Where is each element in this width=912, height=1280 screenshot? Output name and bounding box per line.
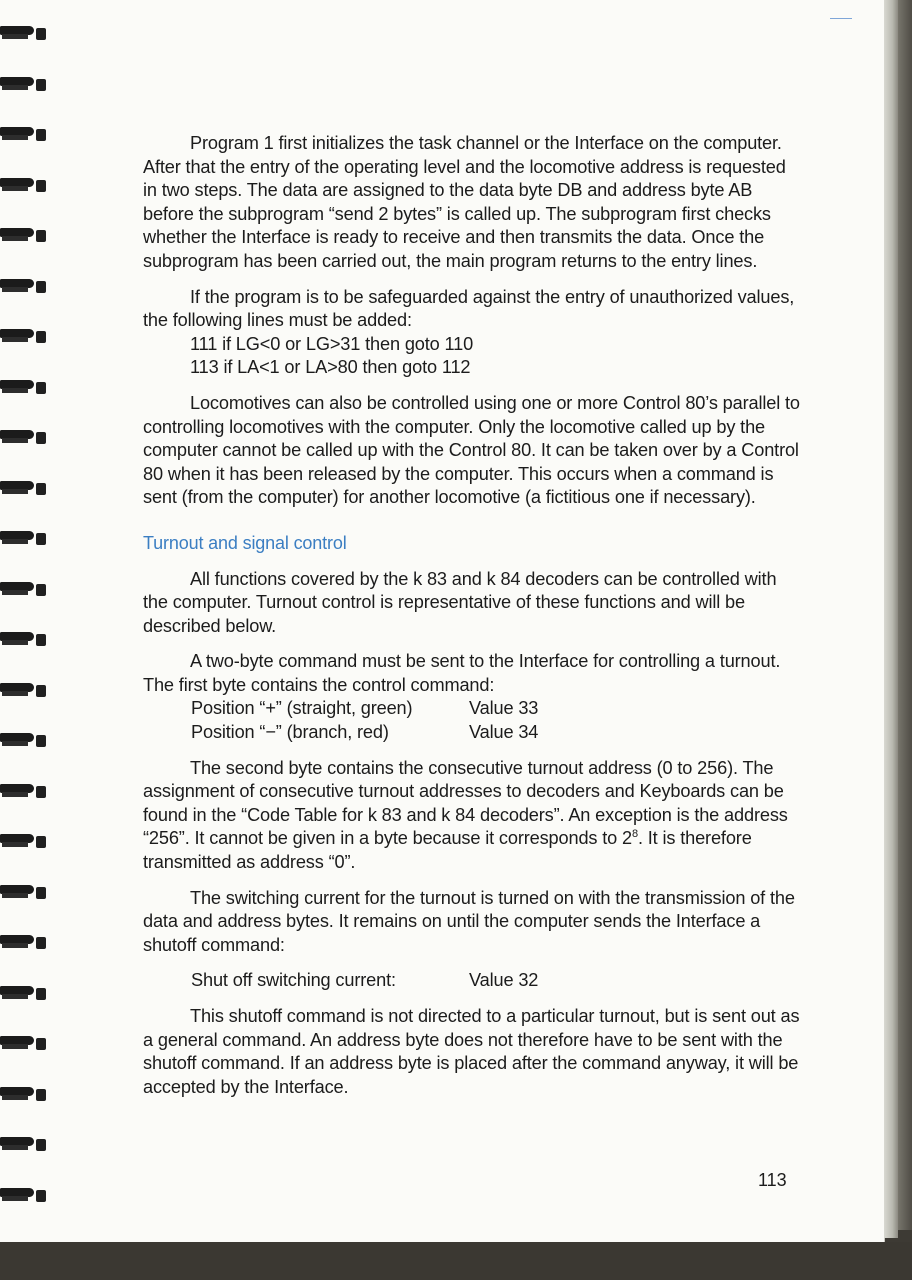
spiral-coil (0, 527, 46, 549)
spiral-coil (0, 376, 46, 398)
command-value: Value 34 (469, 722, 539, 743)
spiral-coil (0, 881, 46, 903)
spiral-coil (0, 275, 46, 297)
page-number: 113 (758, 1170, 787, 1190)
spiral-coil (0, 325, 46, 347)
spiral-binding (0, 22, 48, 1222)
spiral-coil (0, 578, 46, 600)
spiral-coil (0, 477, 46, 499)
command-value: Value 32 (469, 970, 539, 991)
paragraph-second-byte: The second byte contains the consecutive turnout address (0 to 256). The assignment of consecutive turnout addresses to decoders and Keyboards can be found in the “Code Table for k 83 and k 84 decoders”. An exception is the address “256”. It cannot be given in a byte because it corresponds to $2^8$. It is therefore transmitted as address “0”. (143, 757, 788, 873)
page-stack-shadow (898, 0, 912, 1230)
spiral-coil (0, 426, 46, 448)
page-stack-edge (884, 0, 898, 1238)
command-row (191, 697, 803, 721)
command-row (191, 721, 803, 745)
command-value: Value 33 (469, 698, 539, 719)
section-heading: Turnout and signal control (143, 532, 347, 553)
paragraph-functions: All functions covered by the k 83 and k 84 decoders can be controlled with the computer. Turnout control is representative of these functions and will be described below. (143, 568, 777, 636)
paragraph-control80: Locomotives can also be controlled using one or more Control 80’s parallel to controlling locomotives with the computer. Only the locomotive called up by the computer cannot be called up with the Control 80. It can be taken over by a Control 80 when it has been released by the computer. This occurs when a command is sent (from the computer) for another locomotive (a fictitious one if necessary). (143, 392, 800, 508)
spiral-coil (0, 931, 46, 953)
command-label: Position “+” (straight, green) (191, 698, 413, 719)
background-surface (0, 1242, 912, 1280)
spiral-coil (0, 174, 46, 196)
paragraph-two-byte: A two-byte command must be sent to the Interface for controlling a turnout. The first byte contains the control command: (143, 651, 781, 695)
paragraph-safeguard: If the program is to be safeguarded against the entry of unauthorized values, the following lines must be added: (143, 286, 795, 331)
blue-mark (830, 18, 852, 19)
spiral-coil (0, 830, 46, 852)
spiral-coil (0, 123, 46, 145)
spiral-coil (0, 73, 46, 95)
paragraph-switching-current: The switching current for the turnout is turned on with the transmission of the data and address bytes. It remains on until the computer sends the Interface a shutoff command: (143, 887, 795, 955)
paragraph-program-intro: Program 1 first initializes the task channel or the Interface on the computer. After that the entry of the operating level and the locomotive address is requested in two steps. The data are assigned to the data byte DB and address byte AB before the subprogram “send 2 bytes” is called up. The subprogram first checks whether the Interface is ready to receive and then transmits the data. Once the subprogram has been carried out, the main program returns to the entry lines. (143, 133, 786, 271)
command-label: Position “−” (branch, red) (191, 722, 389, 743)
spiral-coil (0, 780, 46, 802)
spiral-coil (0, 729, 46, 751)
code-lines (190, 333, 803, 380)
command-row (191, 969, 803, 993)
spiral-coil (0, 1184, 46, 1206)
spiral-coil (0, 1133, 46, 1155)
spiral-coil (0, 982, 46, 1004)
spiral-coil (0, 628, 46, 650)
paragraph-shutoff: This shutoff command is not directed to a particular turnout, but is sent out as a general command. An address byte does not therefore have to be sent with the shutoff command. If an address byte is placed after the command anyway, it will be accepted by the Interface. (143, 1006, 800, 1097)
spiral-coil (0, 22, 46, 44)
code-line: 113 if LA<1 or LA>80 then goto 112 (190, 357, 471, 378)
spiral-coil (0, 1083, 46, 1105)
code-line: 111 if LG<0 or LG>31 then goto 110 (190, 333, 474, 354)
spiral-coil (0, 224, 46, 246)
page-content (143, 132, 803, 1111)
spiral-coil (0, 679, 46, 701)
spiral-coil (0, 1032, 46, 1054)
superscript: 8 (632, 828, 638, 841)
command-label: Shut off switching current: (191, 970, 396, 991)
